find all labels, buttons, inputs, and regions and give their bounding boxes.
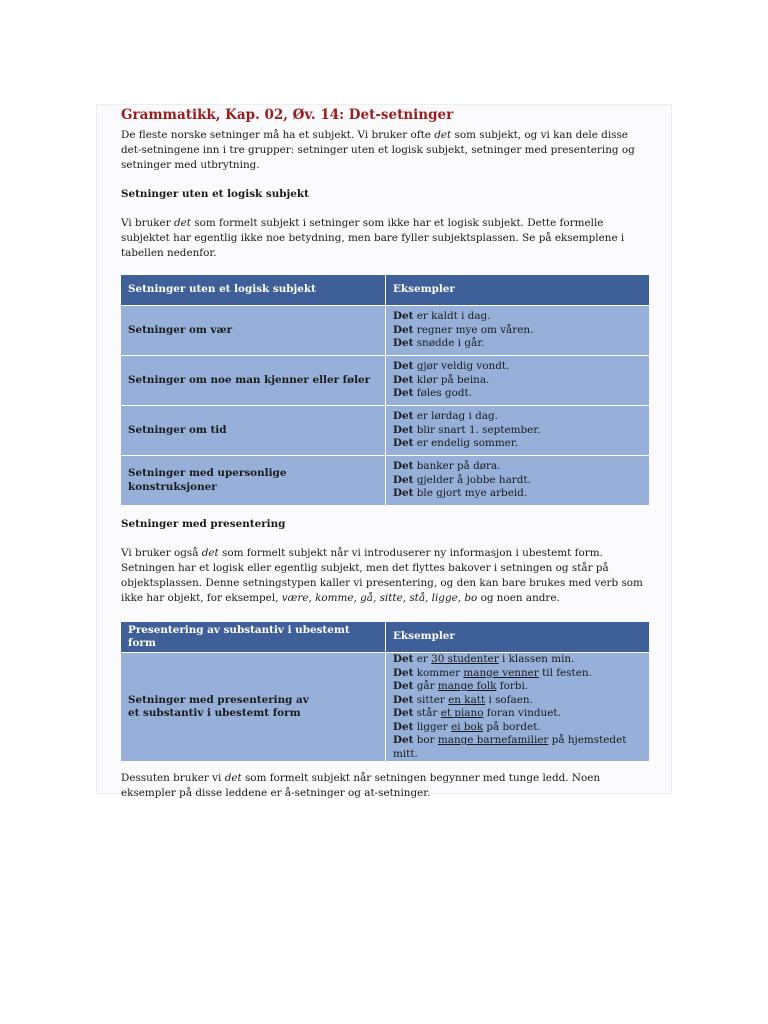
intro-text-1: De fleste norske setninger må ha et subjekt. Vi bruker ofte bbox=[121, 129, 435, 141]
example-verb: går bbox=[413, 680, 438, 692]
table1-header-right: Eksempler bbox=[386, 275, 650, 306]
table1-header-left: Setninger uten et logisk subjekt bbox=[121, 275, 386, 306]
table1-row-label: Setninger om noe man kjenner eller føler bbox=[121, 356, 386, 406]
outro-paragraph bbox=[121, 771, 651, 801]
outro-text-2: som formelt subjekt når setningen begynner med tunge ledd. Noen eksempler på disse leddene er å-setninger og at-setninger. bbox=[121, 772, 601, 799]
example-noun: mange barnefamilier bbox=[437, 734, 549, 746]
example-det: Det bbox=[393, 373, 414, 386]
section2-text-3: og noen andre. bbox=[477, 592, 560, 604]
section2-det-italic: det bbox=[201, 547, 219, 559]
section1-paragraph bbox=[121, 216, 651, 261]
table-no-logical-subject bbox=[121, 275, 649, 505]
example-verb: er bbox=[413, 653, 432, 665]
outro-text-1: Dessuten bruker vi bbox=[121, 772, 225, 784]
example-det: Det bbox=[393, 680, 414, 692]
example-rest: på bordet. bbox=[483, 720, 541, 733]
table2-row-label bbox=[121, 653, 386, 762]
table2-label-line-2: et substantiv i ubestemt form bbox=[128, 707, 301, 719]
table-row bbox=[121, 306, 649, 356]
section2-text-1: Vi bruker også bbox=[121, 547, 202, 559]
example-det: Det bbox=[393, 460, 414, 473]
table-presentation bbox=[121, 622, 649, 761]
table-row bbox=[121, 406, 649, 456]
section2-text-2: som formelt subjekt når vi introduserer ny informasjon i ubestemt form. Setningen har et logisk eller egentlig subjekt, men det flyttes bakover i setningen og står på objektsplassen. Denne setningstypen kaller vi presentering, og den kan bare brukes med verb som ikke har objekt, for eksempel, bbox=[121, 547, 643, 604]
table1-header-row bbox=[121, 275, 649, 306]
example-noun: mange venner bbox=[463, 666, 539, 679]
example-det: Det bbox=[393, 653, 414, 665]
example-det: Det bbox=[393, 666, 414, 679]
outro-det-italic: det bbox=[224, 772, 242, 784]
example-det: Det bbox=[393, 734, 414, 746]
example-rest: gjelder å jobbe hardt. bbox=[413, 473, 531, 486]
example-noun: mange folk bbox=[437, 680, 497, 692]
table1-row-label: Setninger om tid bbox=[121, 406, 386, 456]
example-line bbox=[393, 437, 642, 451]
example-line bbox=[393, 721, 642, 735]
example-noun: et piano bbox=[440, 707, 484, 719]
example-line bbox=[393, 707, 642, 721]
example-det: Det bbox=[393, 323, 414, 336]
example-det: Det bbox=[393, 360, 414, 373]
example-verb: står bbox=[413, 707, 441, 719]
example-rest: banker på døra. bbox=[413, 460, 501, 473]
example-rest: regner mye om våren. bbox=[413, 323, 534, 336]
example-rest: på hjemstedet mitt. bbox=[393, 734, 627, 760]
example-line bbox=[393, 387, 642, 401]
table-row bbox=[121, 356, 649, 406]
example-det: Det bbox=[393, 310, 414, 323]
example-rest: gjør veldig vondt. bbox=[413, 360, 510, 373]
example-rest: til festen. bbox=[538, 666, 592, 679]
example-rest: klør på beina. bbox=[413, 373, 490, 386]
example-rest: i sofaen. bbox=[485, 693, 533, 706]
example-line bbox=[393, 487, 642, 501]
table1-examples-cell bbox=[386, 456, 650, 506]
example-verb: sitter bbox=[413, 693, 449, 706]
intro-det-italic: det bbox=[434, 129, 452, 141]
example-line bbox=[393, 360, 642, 374]
example-line bbox=[393, 460, 642, 474]
table2-label-line-1: Setninger med presentering av bbox=[128, 693, 309, 706]
example-line bbox=[393, 734, 642, 761]
example-det: Det bbox=[393, 337, 414, 350]
table1-row-label: Setninger med upersonlige konstruksjoner bbox=[121, 456, 386, 506]
example-det: Det bbox=[393, 693, 414, 706]
table1-examples-cell bbox=[386, 356, 650, 406]
table1-examples-cell bbox=[386, 406, 650, 456]
example-noun: 30 studenter bbox=[431, 653, 499, 665]
example-det: Det bbox=[393, 423, 414, 436]
table-row bbox=[121, 653, 649, 762]
example-line bbox=[393, 337, 642, 351]
example-det: Det bbox=[393, 387, 414, 400]
example-line bbox=[393, 310, 642, 324]
example-line bbox=[393, 694, 642, 708]
example-line bbox=[393, 680, 642, 694]
table-row bbox=[121, 456, 649, 506]
example-det: Det bbox=[393, 437, 414, 450]
example-rest: ble gjort mye arbeid. bbox=[413, 487, 528, 500]
example-rest: er endelig sommer. bbox=[413, 437, 518, 450]
section1-heading: Setninger uten et logisk subjekt bbox=[121, 188, 309, 200]
table2-examples-cell bbox=[386, 653, 650, 762]
example-det: Det bbox=[393, 473, 414, 486]
example-det: Det bbox=[393, 487, 414, 500]
table2-header-left: Presentering av substantiv i ubestemt form bbox=[121, 622, 386, 653]
table2-header-right: Eksempler bbox=[386, 622, 650, 653]
example-line bbox=[393, 653, 642, 667]
example-rest: forbi. bbox=[496, 680, 529, 692]
table1-row-label: Setninger om vær bbox=[121, 306, 386, 356]
example-line bbox=[393, 424, 642, 438]
intro-paragraph bbox=[121, 128, 651, 173]
intro-text-2: som subjekt, og vi kan dele disse det-setningene inn i tre grupper: setninger uten et logisk subjekt, setninger med presentering og setninger med utbrytning. bbox=[121, 129, 635, 171]
section2-verbs-italic: være, komme, gå, sitte, stå, ligge, bo bbox=[281, 592, 478, 604]
example-noun: en katt bbox=[448, 693, 486, 706]
example-verb: kommer bbox=[413, 666, 464, 679]
example-rest: er lørdag i dag. bbox=[413, 410, 498, 423]
example-rest: i klassen min. bbox=[498, 653, 575, 665]
example-rest: snødde i går. bbox=[413, 337, 485, 350]
document-page bbox=[96, 104, 672, 799]
example-line bbox=[393, 474, 642, 488]
page-title: Grammatikk, Kap. 02, Øv. 14: Det-setninger bbox=[121, 107, 454, 123]
example-rest: blir snart 1. september. bbox=[413, 423, 541, 436]
example-rest: foran vinduet. bbox=[483, 707, 561, 719]
example-det: Det bbox=[393, 720, 414, 733]
example-det: Det bbox=[393, 410, 414, 423]
section1-det-italic: det bbox=[173, 217, 191, 229]
section1-text-1: Vi bruker bbox=[121, 217, 174, 229]
section1-text-2: som formelt subjekt i setninger som ikke har et logisk subjekt. Dette formelle subjektet har egentlig ikke noe betydning, men bare fyller subjektsplassen. Se på eksemplene i tabellen nedenfor. bbox=[121, 217, 625, 259]
example-line bbox=[393, 667, 642, 681]
table1-examples-cell bbox=[386, 306, 650, 356]
example-line bbox=[393, 410, 642, 424]
example-rest: er kaldt i dag. bbox=[413, 310, 491, 323]
example-line bbox=[393, 374, 642, 388]
example-noun: ei bok bbox=[451, 720, 484, 733]
section2-heading: Setninger med presentering bbox=[121, 518, 286, 530]
section2-paragraph bbox=[121, 546, 651, 606]
document-content bbox=[121, 105, 651, 801]
table2-header-row bbox=[121, 622, 649, 653]
example-verb: bor bbox=[413, 734, 438, 746]
example-line bbox=[393, 324, 642, 338]
example-rest: føles godt. bbox=[413, 387, 472, 400]
example-det: Det bbox=[393, 707, 414, 719]
example-verb: ligger bbox=[413, 720, 452, 733]
